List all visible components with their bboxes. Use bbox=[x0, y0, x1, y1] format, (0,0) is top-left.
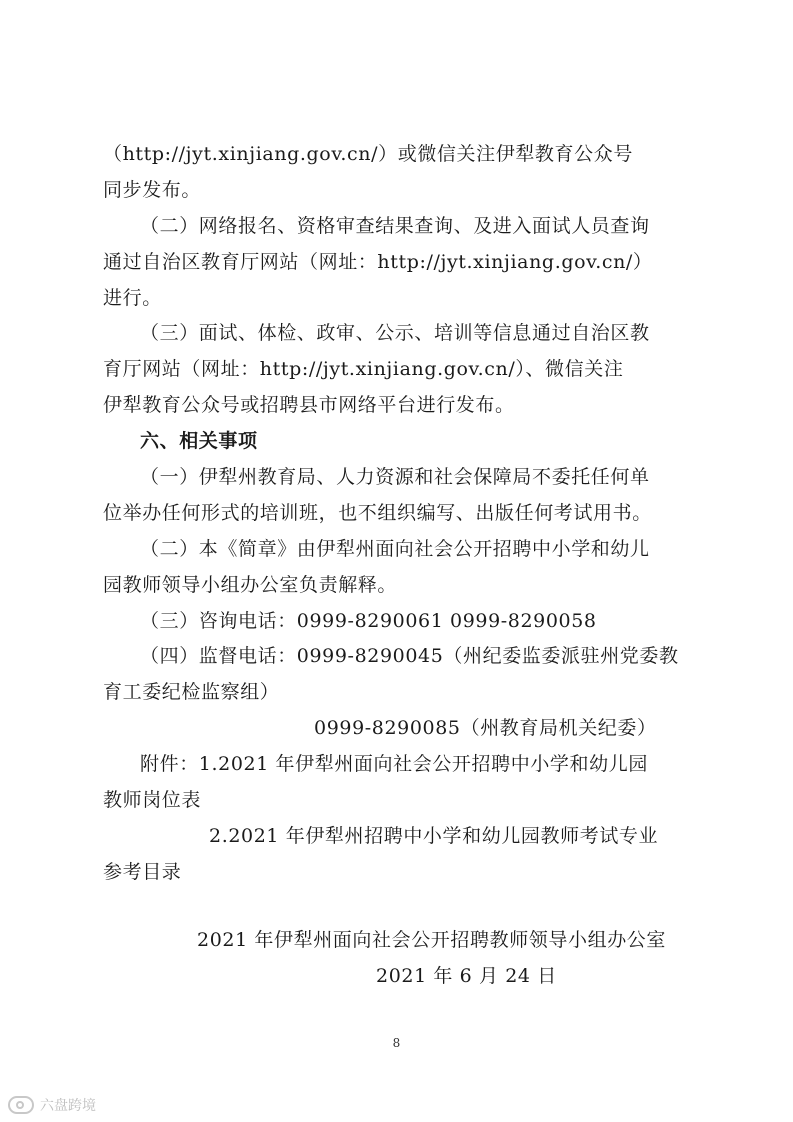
attachment-line: 附件：1.2021 年伊犁州面向社会公开招聘中小学和幼儿园 bbox=[140, 753, 648, 775]
supervision-phone-line-2: 0999-8290085（州教育局机关纪委） bbox=[314, 717, 657, 739]
consult-phone-line: （三）咨询电话：0999-8290061 0999-8290058 bbox=[140, 610, 597, 632]
signature-date: 2021 年 6 月 24 日 bbox=[376, 965, 557, 987]
paragraph-line: 园教师领导小组办公室负责解释。 bbox=[103, 574, 398, 596]
paragraph-line: 伊犁教育公众号或招聘县市网络平台进行发布。 bbox=[103, 394, 515, 416]
paragraph-line: 育厅网站（网址：http://jyt.xinjiang.gov.cn/）、微信关注 bbox=[103, 358, 624, 380]
paragraph-line: （二）网络报名、资格审查结果查询、及进入面试人员查询 bbox=[140, 215, 650, 237]
paragraph-line: 位举办任何形式的培训班，也不组织编写、出版任何考试用书。 bbox=[103, 502, 652, 524]
paragraph-line: （二）本《简章》由伊犁州面向社会公开招聘中小学和幼儿 bbox=[140, 538, 650, 560]
section-heading: 六、相关事项 bbox=[140, 430, 258, 452]
watermark bbox=[8, 1094, 96, 1116]
paragraph-line: （一）伊犁州教育局、人力资源和社会保障局不委托任何单 bbox=[140, 466, 650, 488]
watermark-logo-icon bbox=[8, 1096, 34, 1114]
paragraph-line: 进行。 bbox=[103, 287, 162, 309]
paragraph-line: 通过自治区教育厅网站（网址：http://jyt.xinjiang.gov.cn/） bbox=[103, 251, 653, 273]
attachment-line: 2.2021 年伊犁州招聘中小学和幼儿园教师考试专业 bbox=[209, 825, 659, 847]
attachment-line: 参考目录 bbox=[103, 861, 182, 883]
paragraph-line: 同步发布。 bbox=[103, 179, 202, 201]
attachment-line: 教师岗位表 bbox=[103, 789, 202, 811]
paragraph-line: 育工委纪检监察组） bbox=[103, 681, 280, 703]
page-number: 8 bbox=[392, 1036, 401, 1050]
supervision-phone-line: （四）监督电话：0999-8290045（州纪委监委派驻州党委教 bbox=[140, 645, 679, 667]
paragraph-line: （http://jyt.xinjiang.gov.cn/）或微信关注伊犁教育公众号 bbox=[103, 143, 633, 165]
paragraph-line: （三）面试、体检、政审、公示、培训等信息通过自治区教 bbox=[140, 322, 650, 344]
signature-org: 2021 年伊犁州面向社会公开招聘教师领导小组办公室 bbox=[197, 929, 666, 951]
watermark-text: 六盘跨境 bbox=[40, 1098, 96, 1114]
